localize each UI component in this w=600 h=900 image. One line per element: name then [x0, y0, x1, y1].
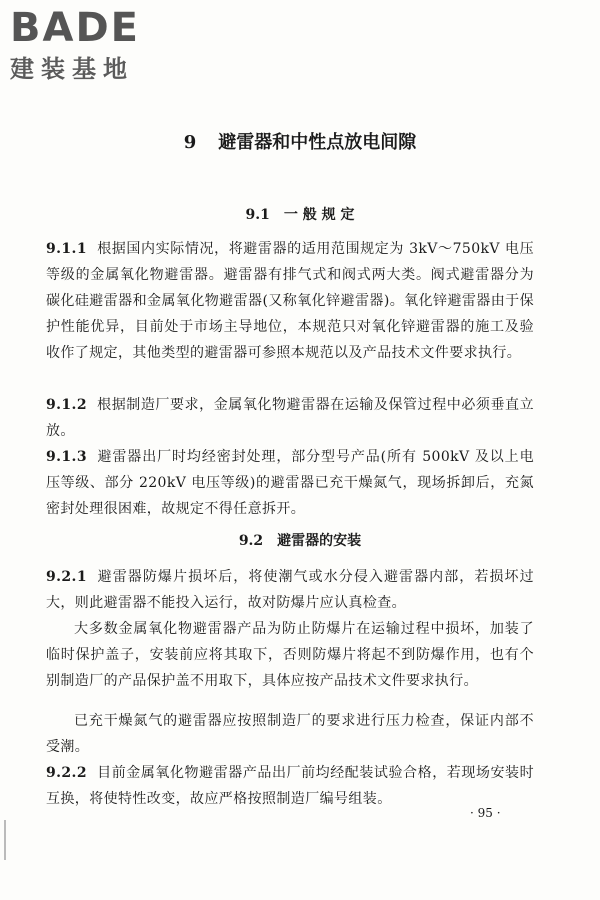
paragraph-9-1-3 [46, 444, 534, 522]
page-number: · 95 · [470, 806, 501, 820]
paragraph-text: 根据制造厂要求，金属氧化物避雷器在运输及保管过程中必须垂直立放。 [46, 397, 534, 439]
paragraph-text: 根据国内实际情况，将避雷器的适用范围规定为 3kV～750kV 电压等级的金属氧化物避雷器。避雷器有排气式和阀式两大类。阀式避雷器分为碳化硅避雷器和金属氧化物避雷器(又称氧化锌避雷器)。氧化锌避雷器由于保护性能优异，目前处于市场主导地位，本规范只对氧化锌避雷器的施工及验收作了规定，其他类型的避雷器可参照本规范以及产品技术文件要求执行。 [46, 241, 534, 361]
clause-number: 9.1.3 [46, 449, 87, 465]
paragraph-text: 避雷器出厂时均经密封处理，部分型号产品(所有 500kV 及以上电压等级、部分 220kV 电压等级)的避雷器已充干燥氮气，现场拆卸后，充氮密封处理很困难，故规定不得任意拆开。 [46, 449, 534, 517]
paragraph-text: 目前金属氧化物避雷器产品出厂前均经配装试验合格，若现场安装时互换，将使特性改变，故应严格按照制造厂编号组装。 [46, 765, 534, 807]
paragraph-9-1-1 [46, 236, 534, 366]
section-title: 避雷器的安装 [277, 533, 362, 549]
paragraph-9-1-2 [46, 392, 534, 444]
logo-text: BADE [10, 5, 140, 51]
paragraph-9-2-1 [46, 564, 534, 616]
scan-margin-line [4, 820, 6, 860]
section-number: 9.1 [245, 207, 270, 223]
chapter-title [0, 128, 600, 154]
logo-subtitle: 建装基地 [10, 55, 134, 83]
clause-number: 9.2.2 [46, 765, 87, 781]
clause-number: 9.1.1 [46, 241, 87, 257]
paragraph-9-2-2 [46, 760, 534, 812]
chapter-number: 9 [183, 132, 197, 153]
section-title: 一 般 规 定 [283, 207, 355, 223]
clause-number: 9.1.2 [46, 397, 87, 413]
paragraph-text: 避雷器防爆片损坏后，将使潮气或水分侵入避雷器内部，若损坏过大，则此避雷器不能投入运行，故对防爆片应认真检查。 [46, 569, 534, 611]
section-heading-9-2 [0, 530, 600, 550]
section-number: 9.2 [238, 533, 264, 549]
section-heading-9-1 [0, 204, 600, 224]
logo [10, 6, 180, 84]
paragraph-text: 已充干燥氮气的避雷器应按照制造厂的要求进行压力检查，保证内部不受潮。 [46, 713, 534, 755]
chapter-title-text: 避雷器和中性点放电间隙 [218, 132, 417, 153]
clause-number: 9.2.1 [46, 569, 87, 585]
paragraph-9-2-1-b [46, 616, 534, 694]
paragraph-text: 大多数金属氧化物避雷器产品为防止防爆片在运输过程中损坏，加装了临时保护盖子，安装前应将其取下，否则防爆片将起不到防爆作用，也有个别制造厂的产品保护盖不用取下，具体应按产品技术文件要求执行。 [46, 621, 534, 689]
paragraph-9-2-1-c [46, 708, 534, 760]
